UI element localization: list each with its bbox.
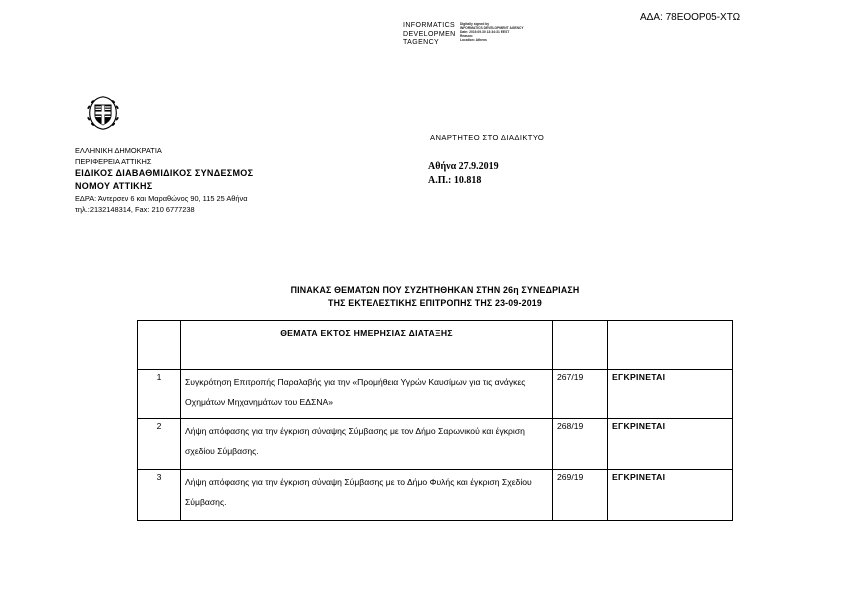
date-block (428, 160, 499, 188)
informatics-stamp (403, 22, 456, 48)
decision-number: 269/19 (553, 470, 608, 521)
document-title (140, 284, 730, 310)
table-header-title: ΘΕΜΑΤΑ ΕΚΤΟΣ ΗΜΕΡΗΣΙΑΣ ΔΙΑΤΑΞΗΣ (181, 321, 553, 370)
signature-line: Date: 2019.09.30 13:34:31 EEST (460, 30, 510, 34)
table-row (138, 370, 733, 419)
informatics-line: DEVELOPMEN (403, 30, 456, 38)
decision-number: 267/19 (553, 370, 608, 419)
decision-number: 268/19 (553, 419, 608, 470)
table-header-row (138, 321, 733, 370)
table-row (138, 470, 733, 521)
item-result: ΕΓΚΡΙΝΕΤΑΙ (608, 370, 733, 419)
title-line-1: ΠΙΝΑΚΑΣ ΘΕΜΑΤΩΝ ΠΟΥ ΣΥΖΗΤΗΘΗΚΑΝ ΣΤΗΝ 26η ΣΥΝΕΔΡΙΑΣΗ (290, 285, 580, 295)
ada-code: ΑΔΑ: 78ΕΟΟΡ05-ΧΤΩ (640, 12, 741, 23)
header-cell-result (608, 321, 733, 370)
region-line: ΠΕΡΙΦΕΡΕΙΑ ΑΤΤΙΚΗΣ (75, 157, 152, 166)
signature-line: Location: Athens (460, 38, 487, 42)
item-subject: Συγκρότηση Επιτροπής Παραλαβής για την «Προμήθεια Υγρών Καυσίμων για τις ανάγκες Οχημάτων Μηχανημάτων του ΕΔΣΝΑ» (181, 370, 553, 419)
digital-signature (460, 22, 524, 42)
protocol-number: Α.Π.: 10.818 (428, 175, 482, 186)
table-row (138, 419, 733, 470)
header-cell-decision (553, 321, 608, 370)
item-number: 1 (138, 370, 181, 419)
agenda-table (137, 320, 733, 521)
item-number: 3 (138, 470, 181, 521)
item-number: 2 (138, 419, 181, 470)
item-result: ΕΓΚΡΙΝΕΤΑΙ (608, 470, 733, 521)
informatics-line: INFORMATICS (403, 22, 456, 29)
signature-line: Digitally signed by (460, 22, 490, 26)
issuer-block (75, 145, 253, 215)
title-line-2: ΤΗΣ ΕΚΤΕΛΕΣΤΙΚΗΣ ΕΠΙΤΡΟΠΗΣ ΤΗΣ 23-09-2019 (328, 298, 542, 308)
header-cell-number (138, 321, 181, 370)
address-line: ΕΔΡΑ: Άντερσεν 6 και Μαραθώνος 90, 115 25 Αθήνα (75, 194, 248, 203)
signature-line: INFORMATICS DEVELOPMENT AGENCY (460, 26, 524, 30)
country-line: ΕΛΛΗΝΙΚΗ ΔΗΜΟΚΡΑΤΙΑ (75, 146, 162, 155)
item-subject: Λήψη απόφασης για την έγκριση σύναψη Σύμβασης με το Δήμο Φυλής και έγκριση Σχεδίου Σύμβασης. (181, 470, 553, 521)
signature-line: Reason: (460, 34, 474, 38)
organization-name: ΕΙΔΙΚΟΣ ΔΙΑΒΑΘΜΙΔΙΚΟΣ ΣΥΝΔΕΣΜΟΣ (75, 168, 254, 178)
greek-emblem-icon (84, 94, 122, 132)
posting-notice: ΑΝΑΡΤΗΤΕΟ ΣΤΟ ΔΙΑΔΙΚΤΥΟ (430, 133, 545, 142)
informatics-line: TAGENCY (403, 39, 440, 46)
phone-line: τηλ.:2132148314, Fax: 210 6777238 (75, 205, 195, 214)
item-result: ΕΓΚΡΙΝΕΤΑΙ (608, 419, 733, 470)
document-date: Αθήνα 27.9.2019 (428, 161, 499, 172)
item-subject: Λήψη απόφασης για την έγκριση σύναψης Σύμβασης με τον Δήμο Σαρωνικού και έγκριση σχεδίου Σύμβασης. (181, 419, 553, 470)
organization-region: ΝΟΜΟΥ ΑΤΤΙΚΗΣ (75, 181, 153, 191)
